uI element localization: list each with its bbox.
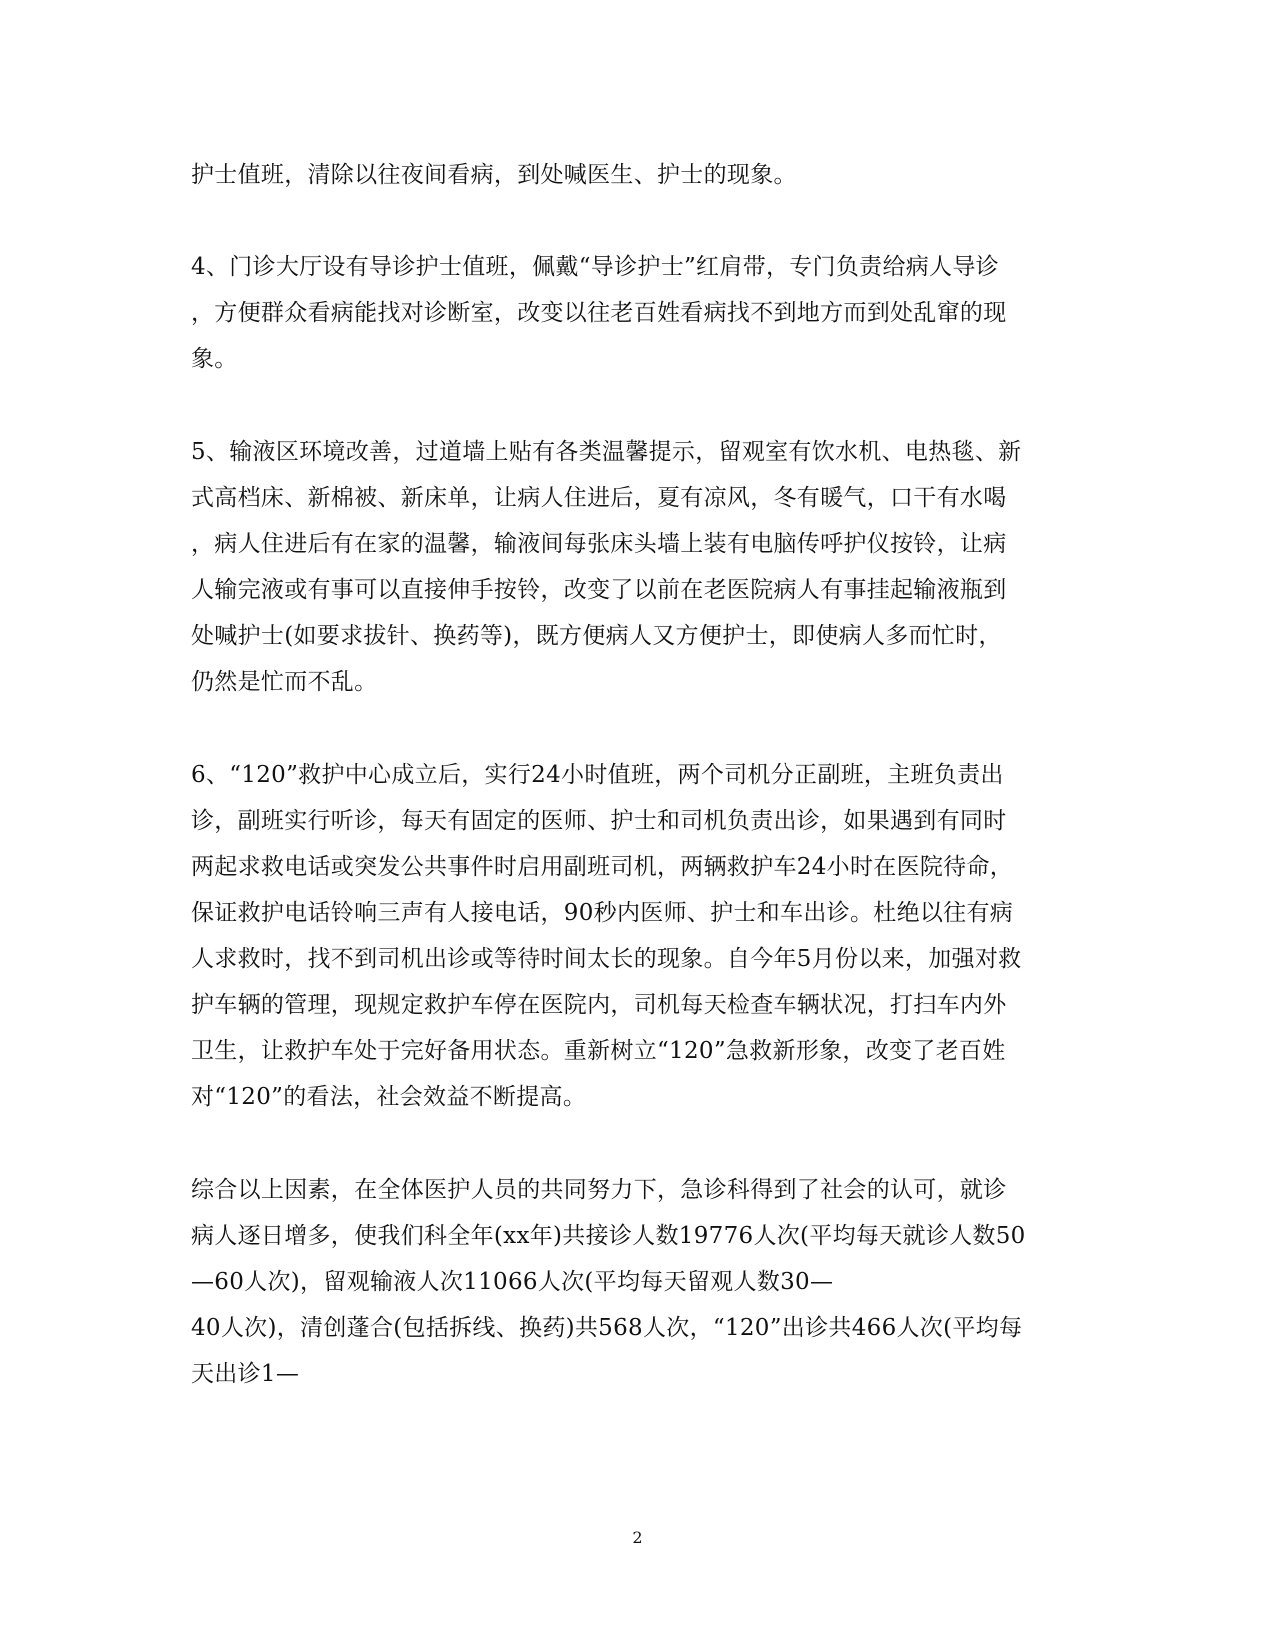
text-line: 诊，副班实行听诊，每天有固定的医师、护士和司机负责出诊，如果遇到有同时 xyxy=(191,808,1007,834)
text-line: —60人次)，留观输液人次11066人次(平均每天留观人数30— xyxy=(191,1269,834,1295)
text-line: 保证救护电话铃响三声有人接电话，90秒内医师、护士和车出诊。杜绝以往有病 xyxy=(191,900,1014,926)
text-line: 式高档床、新棉被、新床单，让病人住进后，夏有凉风，冬有暖气，口干有水喝 xyxy=(191,485,1007,511)
text-line: 象。 xyxy=(191,346,238,372)
text-line: 天出诊1— xyxy=(191,1361,300,1387)
text-line: 40人次)，清创蓬合(包括拆线、换药)共568人次，“120”出诊共466人次(平均每 xyxy=(191,1315,1023,1341)
text-line: ，病人住进后有在家的温馨，输液间每张床头墙上装有电脑传呼护仪按铃，让病 xyxy=(191,531,1007,557)
text-line: 护车辆的管理，现规定救护车停在医院内，司机每天检查车辆状况，打扫车内外 xyxy=(191,992,1007,1018)
text-line: 6、“120”救护中心成立后，实行24小时值班，两个司机分正副班，主班负责出 xyxy=(191,762,1004,788)
text-line: 对“120”的看法，社会效益不断提高。 xyxy=(191,1084,587,1110)
text-line: 仍然是忙而不乱。 xyxy=(191,669,378,695)
text-line: 护士值班，清除以往夜间看病，到处喊医生、护士的现象。 xyxy=(191,162,797,188)
text-line: 卫生，让救护车处于完好备用状态。重新树立“120”急救新形象，改变了老百姓 xyxy=(191,1038,1006,1064)
text-line: 人求救时，找不到司机出诊或等待时间太长的现象。自今年5月份以来，加强对救 xyxy=(191,946,1022,972)
text-line: 5、输液区环境改善，过道墙上贴有各类温馨提示，留观室有饮水机、电热毯、新 xyxy=(191,439,1022,465)
page-number: 2 xyxy=(632,1528,643,1547)
text-line: 处喊护士(如要求拔针、换药等)，既方便病人又方便护士，即使病人多而忙时， xyxy=(191,623,1002,649)
text-line: 4、门诊大厅设有导诊护士值班，佩戴“导诊护士”红肩带，专门负责给病人导诊 xyxy=(191,254,999,280)
text-line: 人输完液或有事可以直接伸手按铃，改变了以前在老医院病人有事挂起输液瓶到 xyxy=(191,577,1007,603)
text-line: ，方便群众看病能找对诊断室，改变以往老百姓看病找不到地方而到处乱窜的现 xyxy=(191,300,1007,326)
text-line: 综合以上因素，在全体医护人员的共同努力下，急诊科得到了社会的认可，就诊 xyxy=(191,1177,1007,1203)
text-line: 两起求救电话或突发公共事件时启用副班司机，两辆救护车24小时在医院待命， xyxy=(191,854,1014,880)
text-line: 病人逐日增多，使我们科全年(xx年)共接诊人数19776人次(平均每天就诊人数50 xyxy=(191,1223,1026,1249)
